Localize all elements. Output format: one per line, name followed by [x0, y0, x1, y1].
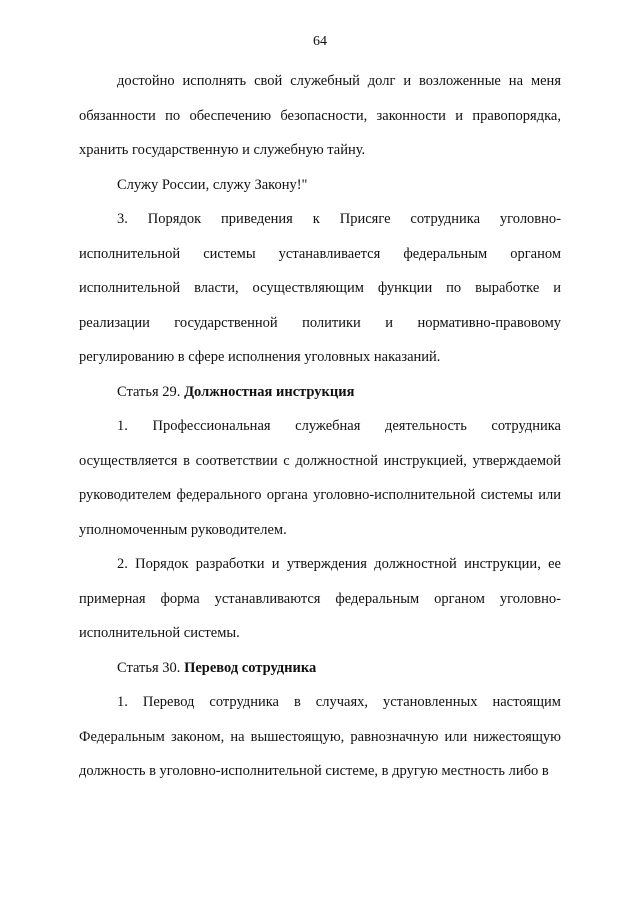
paragraph-oath-procedure: 3. Порядок приведения к Присяге сотрудника уголовно-исполнительной системы устанавливается федеральным органом исполнительной власти, осуществляющим функции по выработке и реализации государственной политики и нормативно-правовому регулированию в сфере исполнения уголовных наказаний. [79, 211, 561, 365]
article-29-paragraph-1: 1. Профессиональная служебная деятельность сотрудника осуществляется в соответствии с должностной инструкцией, утверждаемой руководителем федерального органа уголовно-исполнительной системы или уполномоченным руководителем. [79, 418, 561, 538]
article-30-heading [79, 651, 561, 686]
article-29-title: Должностная инструкция [184, 383, 355, 400]
article-30-title: Перевод сотрудника [184, 659, 317, 676]
article-29-paragraph-2: 2. Порядок разработки и утверждения должностной инструкции, ее примерная форма устанавливаются федеральным органом уголовно-исполнительной системы. [79, 556, 561, 641]
paragraph-oath-ending: Служу России, служу Закону!" [117, 176, 308, 193]
article-30-prefix: Статья 30. [117, 659, 181, 676]
article-29-heading [79, 375, 561, 410]
page-number: 64 [313, 34, 327, 49]
article-29-prefix: Статья 29. [117, 383, 181, 400]
article-30-paragraph-1: 1. Перевод сотрудника в случаях, установленных настоящим Федеральным законом, на вышестоящую, равнозначную или нижестоящую должность в уголовно-исполнительной системе, в другую местность либо в [79, 694, 561, 779]
document-body [79, 64, 561, 789]
paragraph-oath-continuation: достойно исполнять свой служебный долг и возложенные на меня обязанности по обеспечению безопасности, законности и правопорядка, хранить государственную и служебную тайну. [79, 73, 561, 158]
